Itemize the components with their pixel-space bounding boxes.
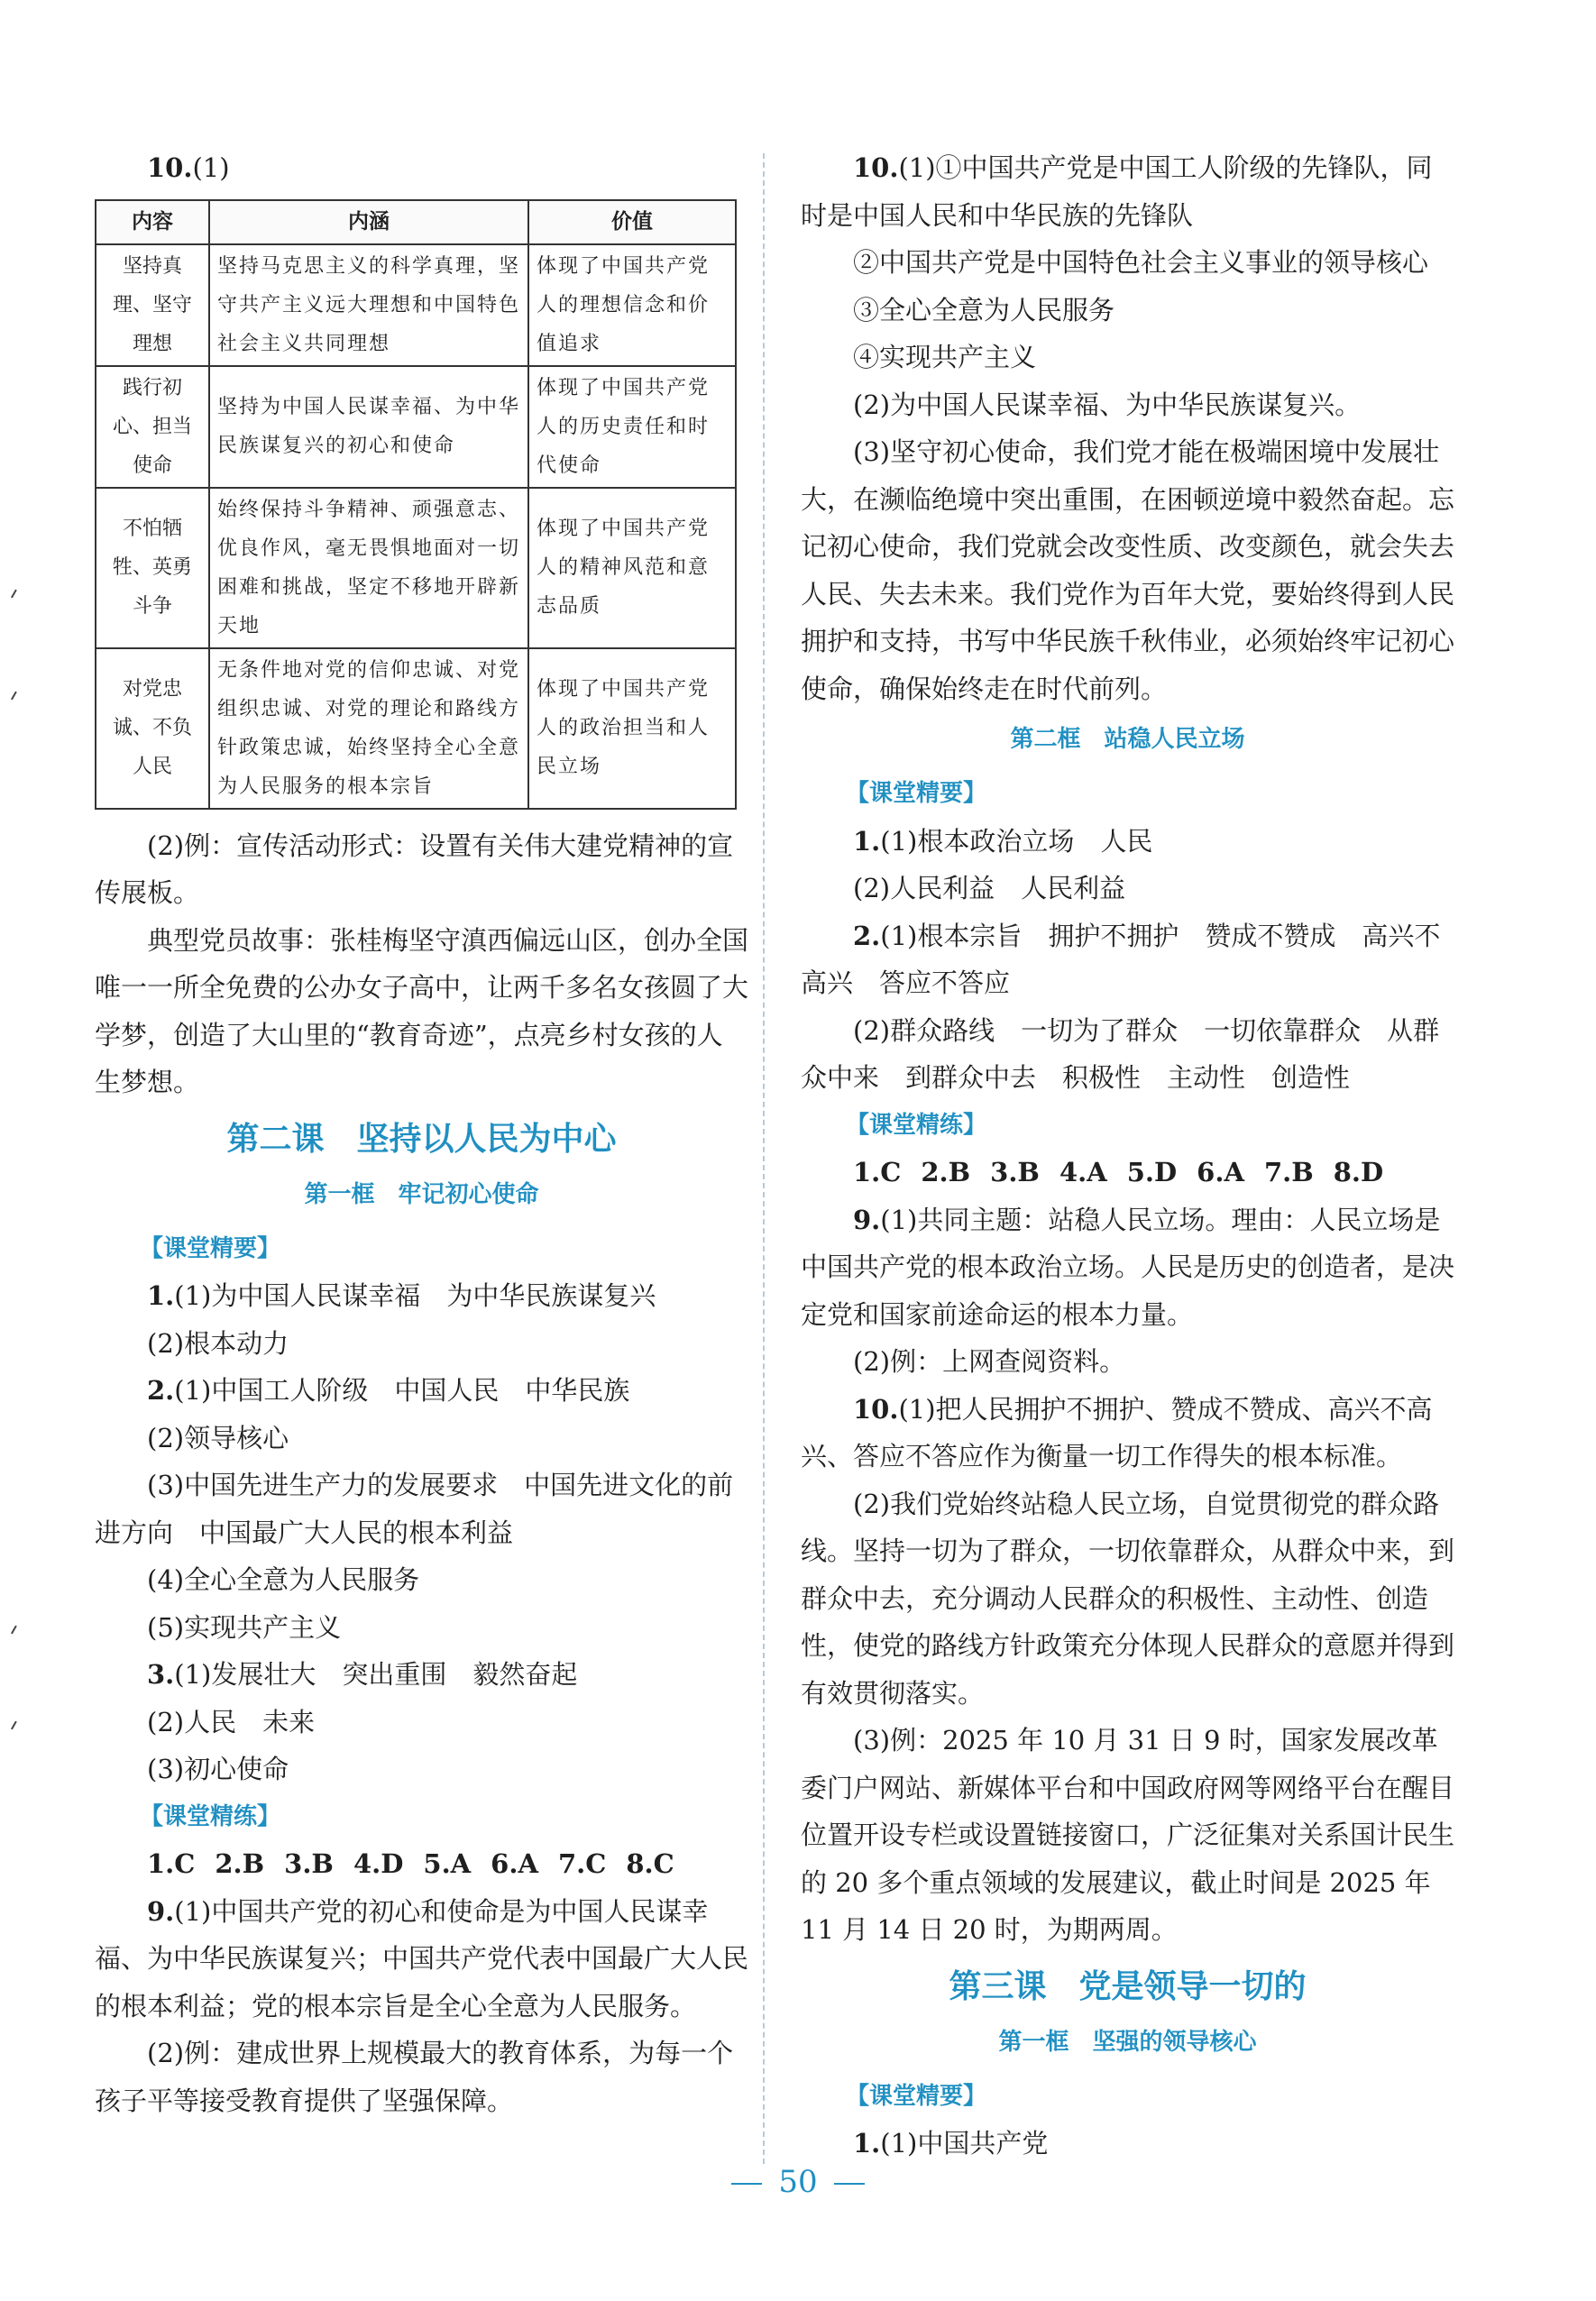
- answer-line: (4)全心全意为人民服务: [147, 1564, 420, 1595]
- answer-line: (2)人民利益 人民利益: [853, 873, 1126, 903]
- table-cell: 无条件地对党的信仰忠诚、对党组织忠诚、对党的理论和路线方针政策忠诚，始终坚持全心全意为人民服务的根本宗旨: [209, 648, 528, 809]
- answer-line: (2)为中国人民谋幸福、为中华民族谋复兴。: [853, 389, 1362, 420]
- table-row: [96, 366, 736, 488]
- page-number: 50: [0, 2164, 1596, 2200]
- answer-line: 3.(1)发展壮大 突出重围 毅然奋起: [147, 1659, 578, 1690]
- table-row: [96, 648, 736, 809]
- answer-line: (2)领导核心: [147, 1422, 289, 1453]
- answer-line: 1.(1)根本政治立场 人民: [853, 825, 1153, 857]
- answer-paragraph: 10.(1)①中国共产党是中国工人阶级的先锋队，同时是中国人民和中华民族的先锋队: [801, 152, 1433, 231]
- answer-line: (3)初心使命: [147, 1754, 289, 1784]
- table-cell: 体现了中国共产党人的精神风范和意志品质: [528, 488, 736, 648]
- answer-paragraph: 9.(1)共同主题：站稳人民立场。理由：人民立场是中国共产党的根本政治立场。人民是历史的创造者，是决定党和国家前途命运的根本力量。: [801, 1204, 1455, 1330]
- answer-paragraph: (2)例：建成世界上规模最大的教育体系，为每一个孩子平等接受教育提供了坚强保障。: [95, 2038, 734, 2116]
- table-cell: 体现了中国共产党人的理想信念和价值追求: [528, 244, 736, 366]
- answer-paragraph: (3)例：2025 年 10 月 31 日 9 时，国家发展改革委门户网站、新媒体平台和中国政府网等网络平台在醒目位置开设专栏或设置链接窗口，广泛征集对关系国计民生的 20 多个重点领域的发展建议，截止时间是 2025 年 11 月 14 日 20 时，为期两周。: [801, 1725, 1455, 1945]
- table-cell: 坚持真理、坚守理想: [96, 244, 209, 366]
- table-row: [96, 488, 736, 648]
- answer-line: ②中国共产党是中国特色社会主义事业的领导核心: [853, 247, 1429, 278]
- frame-2-title: 第二框 站稳人民立场: [1010, 726, 1245, 753]
- right-column: [801, 144, 1454, 2168]
- answer-line: ③全心全意为人民服务: [853, 294, 1115, 325]
- table-header-content: 内容: [96, 200, 209, 244]
- frame-1-title: 第一框 牢记初心使命: [304, 1180, 539, 1208]
- margin-mark: [11, 1721, 22, 1733]
- lesson-3-title: 第三课 党是领导一切的: [949, 1967, 1307, 2005]
- column-divider: [763, 153, 765, 2164]
- answer-paragraph: 9.(1)中国共产党的初心和使命是为中国人民谋幸福、为中华民族谋复兴；中国共产党代表中国最广大人民的根本利益；党的根本宗旨是全心全意为人民服务。: [95, 1895, 749, 2021]
- margin-mark: [11, 590, 22, 601]
- answer-line: (3)中国先进生产力的发展要求 中国先进文化的前进方向 中国最广大人民的根本利益: [95, 1470, 734, 1548]
- answer-paragraph: (2)我们党始终站稳人民立场，自觉贯彻党的群众路线。坚持一切为了群众，一切依靠群众，从群众中来，到群众中去，充分调动人民群众的积极性、主动性、创造性，使党的路线方针政策充分体现人民群众的意愿并得到有效贯彻落实。: [801, 1488, 1455, 1709]
- answer-line: 2.(1)根本宗旨 拥护不拥护 赞成不赞成 高兴不高兴 答应不答应: [801, 920, 1441, 998]
- answer-paragraph: (3)坚守初心使命，我们党才能在极端困境中发展壮大，在濒临绝境中突出重围，在困顿逆境中毅然奋起。忘记初心使命，我们党就会改变性质、改变颜色，就会失去人民、失去未来。我们党作为百年大党，要始终得到人民拥护和支持，书写中华民族千秋伟业，必须始终牢记初心使命，确保始终走在时代前列。: [801, 436, 1455, 704]
- question-10-heading: 10.(1): [147, 152, 230, 183]
- answer-line: 2.(1)中国工人阶级 中国人民 中华民族: [147, 1375, 630, 1406]
- answer-paragraph: 10.(1)把人民拥护不拥护、赞成不赞成、高兴不高兴、答应不答应作为衡量一切工作得失的根本标准。: [801, 1393, 1433, 1471]
- answer-line: 1.(1)为中国人民谋幸福 为中华民族谋复兴: [147, 1280, 656, 1311]
- table-header-meaning: 内涵: [209, 200, 528, 244]
- spirit-table: [95, 199, 737, 810]
- table-cell: 始终保持斗争精神、顽强意志、优良作风，毫无畏惧地面对一切困难和挑战，坚定不移地开辟新天地: [209, 488, 528, 648]
- section-tag-key-points: 【课堂精要】: [846, 780, 987, 807]
- lesson-2-title: 第二课 坚持以人民为中心: [226, 1120, 617, 1158]
- section-tag-key-points: 【课堂精要】: [140, 1234, 281, 1262]
- table-cell: 践行初心、担当使命: [96, 366, 209, 488]
- table-cell: 对党忠诚、不负人民: [96, 648, 209, 809]
- answer-line: (2)根本动力: [147, 1327, 289, 1359]
- table-cell: 体现了中国共产党人的历史责任和时代使命: [528, 366, 736, 488]
- left-column: [95, 144, 748, 2124]
- answer-line: 1.(1)中国共产党: [853, 2128, 1049, 2159]
- table-cell: 坚持马克思主义的科学真理，坚守共产主义远大理想和中国特色社会主义共同理想: [209, 244, 528, 366]
- section-tag-practice: 【课堂精练】: [140, 1802, 281, 1830]
- answer-line: (2)人民 未来: [147, 1706, 316, 1737]
- table-cell: 不怕牺牲、英勇斗争: [96, 488, 209, 648]
- page-number-dash: [834, 2183, 865, 2185]
- margin-mark: [11, 1626, 22, 1637]
- answer-paragraph: (2)例：宣传活动形式：设置有关伟大建党精神的宣传展板。: [95, 830, 734, 908]
- table-header-row: [96, 200, 736, 244]
- choice-answers: 1.C 2.B 3.B 4.D 5.A 6.A 7.C 8.C: [147, 1848, 674, 1879]
- table-cell: 坚持为中国人民谋幸福、为中华民族谋复兴的初心和使命: [209, 366, 528, 488]
- answer-line: (5)实现共产主义: [147, 1611, 342, 1643]
- frame-3-title: 第一框 坚强的领导核心: [998, 2028, 1257, 2056]
- table-cell: 体现了中国共产党人的政治担当和人民立场: [528, 648, 736, 809]
- table-row: [96, 244, 736, 366]
- answer-line: (2)例：上网查阅资料。: [853, 1346, 1126, 1377]
- choice-answers: 1.C 2.B 3.B 4.A 5.D 6.A 7.B 8.D: [853, 1157, 1384, 1187]
- answer-line: (2)群众路线 一切为了群众 一切依靠群众 从群众中来 到群众中去 积极性 主动性 创造性: [801, 1014, 1440, 1093]
- page-number-dash: [731, 2183, 762, 2185]
- answer-line: ④实现共产主义: [853, 342, 1037, 372]
- table-header-value: 价值: [528, 200, 736, 244]
- margin-mark: [11, 692, 22, 703]
- section-tag-practice: 【课堂精练】: [846, 1111, 987, 1139]
- answer-paragraph: 典型党员故事：张桂梅坚守滇西偏远山区，创办全国唯一一所全免费的公办女子高中，让两千多名女孩圆了大学梦，创造了大山里的“教育奇迹”，点亮乡村女孩的人生梦想。: [95, 924, 749, 1097]
- section-tag-key-points: 【课堂精要】: [846, 2082, 987, 2110]
